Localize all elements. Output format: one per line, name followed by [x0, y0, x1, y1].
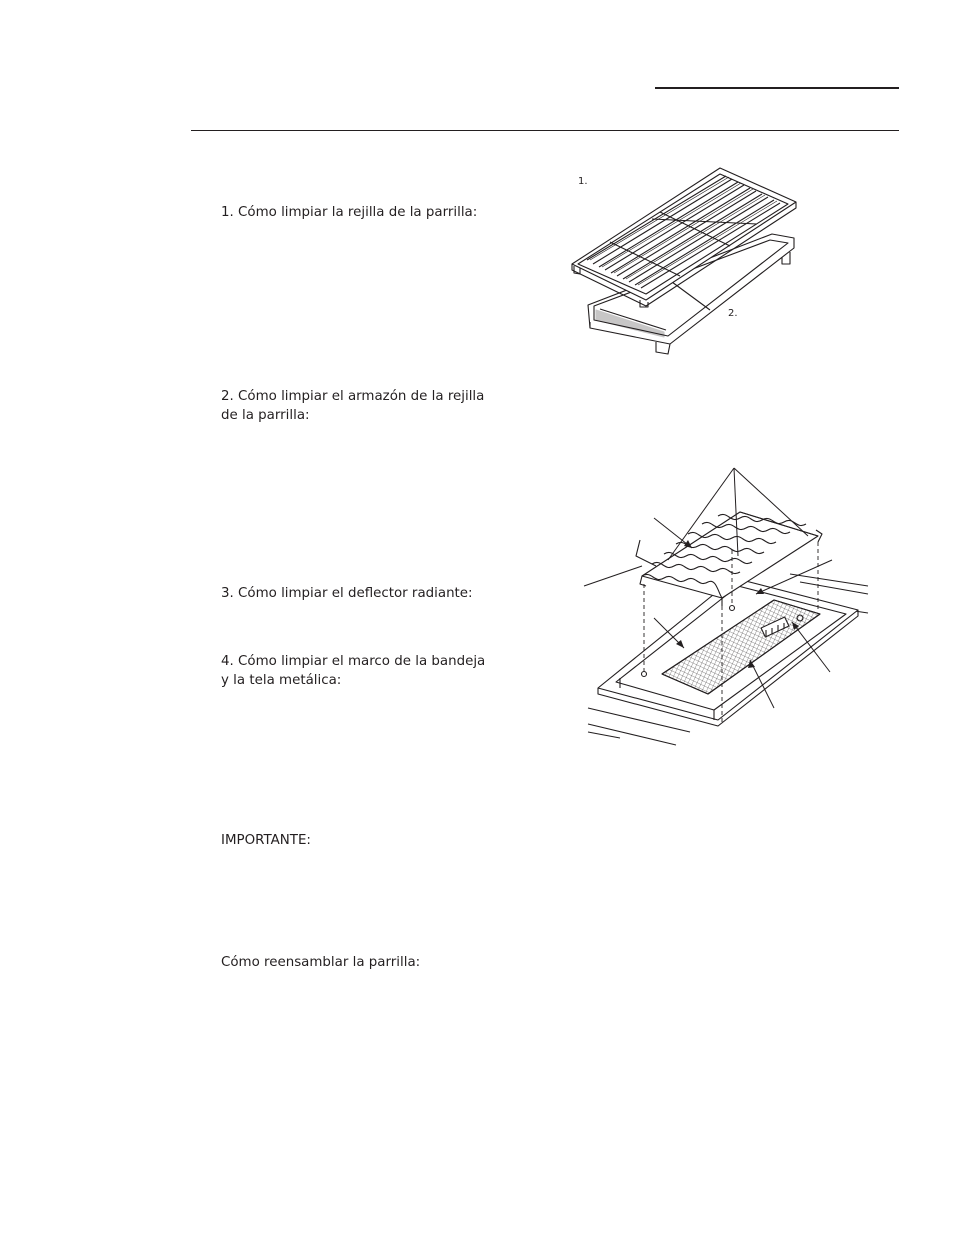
grate-and-frame-illustration: [560, 160, 840, 370]
heading-important: IMPORTANTE:: [221, 833, 311, 848]
callout-grate-number: 1.: [578, 176, 588, 187]
heading-clean-pan-frame: 4. Cómo limpiar el marco de la bandeja y la tela metálica:: [221, 654, 486, 688]
heading-clean-grate: 1. Cómo limpiar la rejilla de la parrilla:: [221, 205, 478, 220]
callout-frame-number: 2.: [728, 308, 738, 319]
header-rule-long: [191, 130, 899, 131]
heading-clean-deflector: 3. Cómo limpiar el deflector radiante:: [221, 586, 473, 601]
heading-clean-grate-frame: 2. Cómo limpiar el armazón de la rejilla de la parrilla:: [221, 389, 485, 423]
heading-reassemble: Cómo reensamblar la parrilla:: [221, 955, 421, 970]
header-rule-short: [655, 87, 899, 89]
radiant-deflector-drawing: [640, 512, 822, 606]
deflector-and-pan-illustration: [580, 460, 875, 745]
pan-tray-drawing: [598, 578, 858, 726]
